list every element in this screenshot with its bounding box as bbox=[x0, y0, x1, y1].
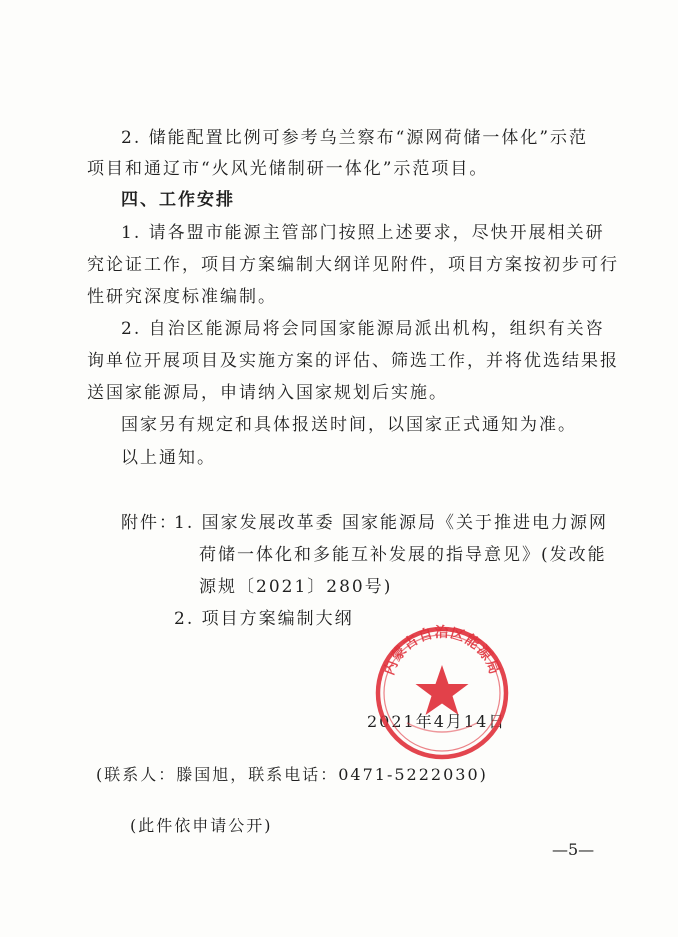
section4-item1-line2: 究论证工作，项目方案编制大纲详见附件，项目方案按初步可行 bbox=[87, 255, 619, 275]
contact-line: (联系人：滕国旭，联系电话：0471-5222030) bbox=[96, 765, 488, 784]
page-number: —5— bbox=[552, 840, 595, 859]
note-line: 国家另有规定和具体报送时间，以国家正式通知为准。 bbox=[121, 415, 577, 435]
attachment-label: 附件： bbox=[121, 513, 178, 533]
seal-text: 内蒙古自治区能源局 bbox=[381, 625, 503, 678]
section4-item1-line3: 性研究深度标准编制。 bbox=[87, 287, 277, 307]
section4-item2-line2: 询单位开展项目及实施方案的评估、筛选工作，并将优选结果报 bbox=[87, 351, 619, 371]
disclosure-note: (此件依申请公开) bbox=[130, 816, 273, 835]
attachment2: 2. 项目方案编制大纲 bbox=[174, 609, 354, 629]
section4-item2-line1: 2. 自治区能源局将会同国家能源局派出机构，组织有关咨 bbox=[121, 319, 605, 339]
official-seal bbox=[372, 623, 512, 763]
attachment1-line2: 荷储一体化和多能互补发展的指导意见》(发改能 bbox=[199, 545, 607, 565]
section4-heading: 四、工作安排 bbox=[121, 190, 235, 210]
attachment1-line3: 源规〔2021〕280号) bbox=[199, 577, 393, 597]
section4-item1-line1: 1. 请各盟市能源主管部门按照上述要求，尽快开展相关研 bbox=[121, 223, 605, 243]
document-date: 2021年4月14日 bbox=[367, 712, 507, 731]
attachment1-line1: 1. 国家发展改革委 国家能源局《关于推进电力源网 bbox=[174, 513, 609, 533]
section3-item2-line1: 2. 储能配置比例可参考乌兰察布“源网荷储一体化”示范 bbox=[121, 128, 589, 148]
section3-item2-line2: 项目和通辽市“火风光储制研一体化”示范项目。 bbox=[87, 159, 489, 179]
section4-item2-line3: 送国家能源局，申请纳入国家规划后实施。 bbox=[87, 383, 448, 403]
seal-icon bbox=[372, 623, 512, 763]
closing-line: 以上通知。 bbox=[121, 448, 216, 468]
